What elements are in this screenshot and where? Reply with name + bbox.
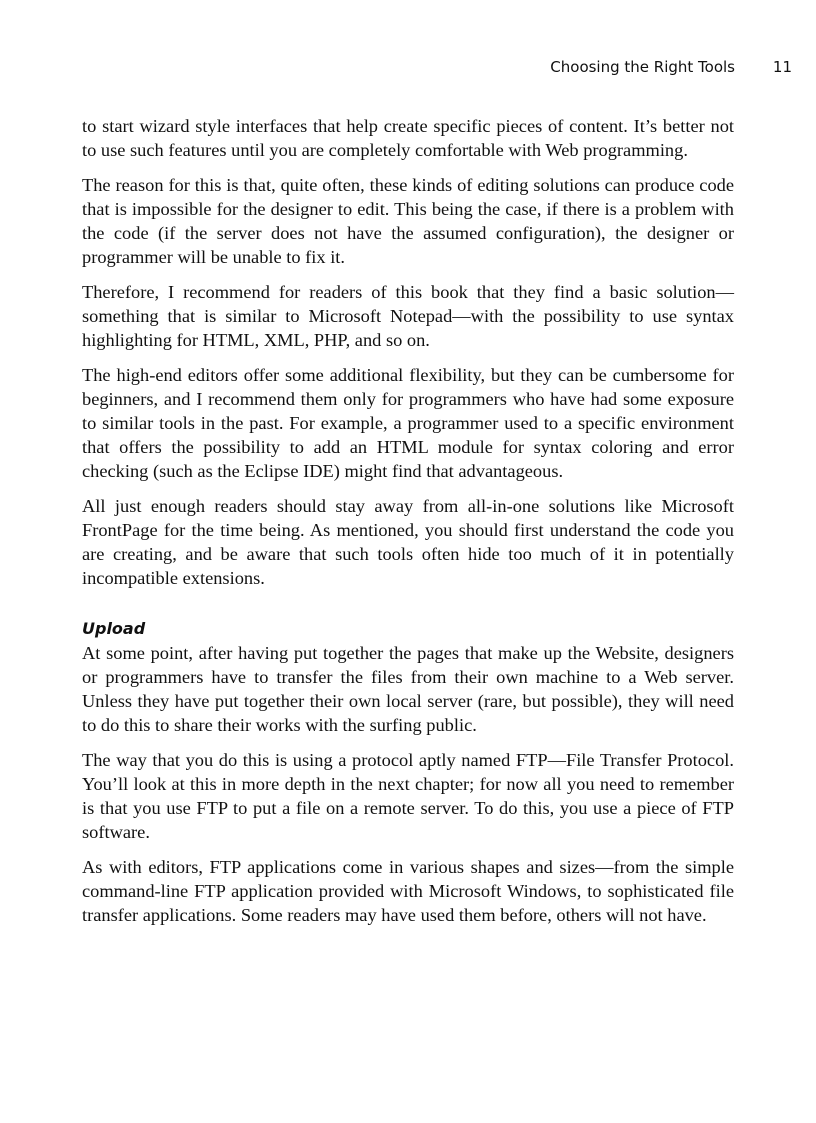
paragraph: The way that you do this is using a protocol aptly named FTP—File Transfer Protocol. You’ll look at this in more depth in the next chapter; for now all you need to remember is that you use FTP to put a file on a remote server. To do this, you use a piece of FTP software. <box>82 750 734 842</box>
running-header-title: Choosing the Right Tools <box>550 58 735 76</box>
paragraph: The high-end editors offer some additional flexibility, but they can be cumbersome for beginners, and I recommend them only for programmers who have had some exposure to similar tools in the past. For example, a programmer used to a specific environment that offers the possibility to add an HTML module for syntax coloring and error checking (such as the Eclipse IDE) might find that advantageous. <box>82 365 734 481</box>
running-header <box>82 58 792 80</box>
paragraph: At some point, after having put together the pages that make up the Website, designers or programmers have to transfer the files from their own machine to a Web server. Unless they have put together their own local server (rare, but possible), they will need to do this to share their works with the surfing public. <box>82 643 734 735</box>
paragraph: The reason for this is that, quite often, these kinds of editing solutions can produce code that is impossible for the designer to edit. This being the case, if there is a problem with the code (if the server does not have the assumed configuration), the designer or programmer will be unable to fix it. <box>82 175 734 267</box>
section-heading: Upload <box>82 619 146 638</box>
paragraph: All just enough readers should stay away from all-in-one solutions like Microsoft FrontPage for the time being. As mentioned, you should first understand the code you are creating, and be aware that such tools often hide too much of it in potentially incompatible extensions. <box>82 496 734 588</box>
page-number: 11 <box>772 58 792 76</box>
paragraph: to start wizard style interfaces that help create specific pieces of content. It’s better not to use such features until you are completely comfortable with Web programming. <box>82 116 734 160</box>
paragraph: As with editors, FTP applications come in various shapes and sizes—from the simple command-line FTP application provided with Microsoft Windows, to sophisticated file transfer applications. Some readers may have used them before, others will not have. <box>82 857 734 925</box>
body-text <box>82 114 734 938</box>
paragraph: Therefore, I recommend for readers of this book that they find a basic solution—something that is similar to Microsoft Notepad—with the possibility to use syntax highlighting for HTML, XML, PHP, and so on. <box>82 282 734 350</box>
